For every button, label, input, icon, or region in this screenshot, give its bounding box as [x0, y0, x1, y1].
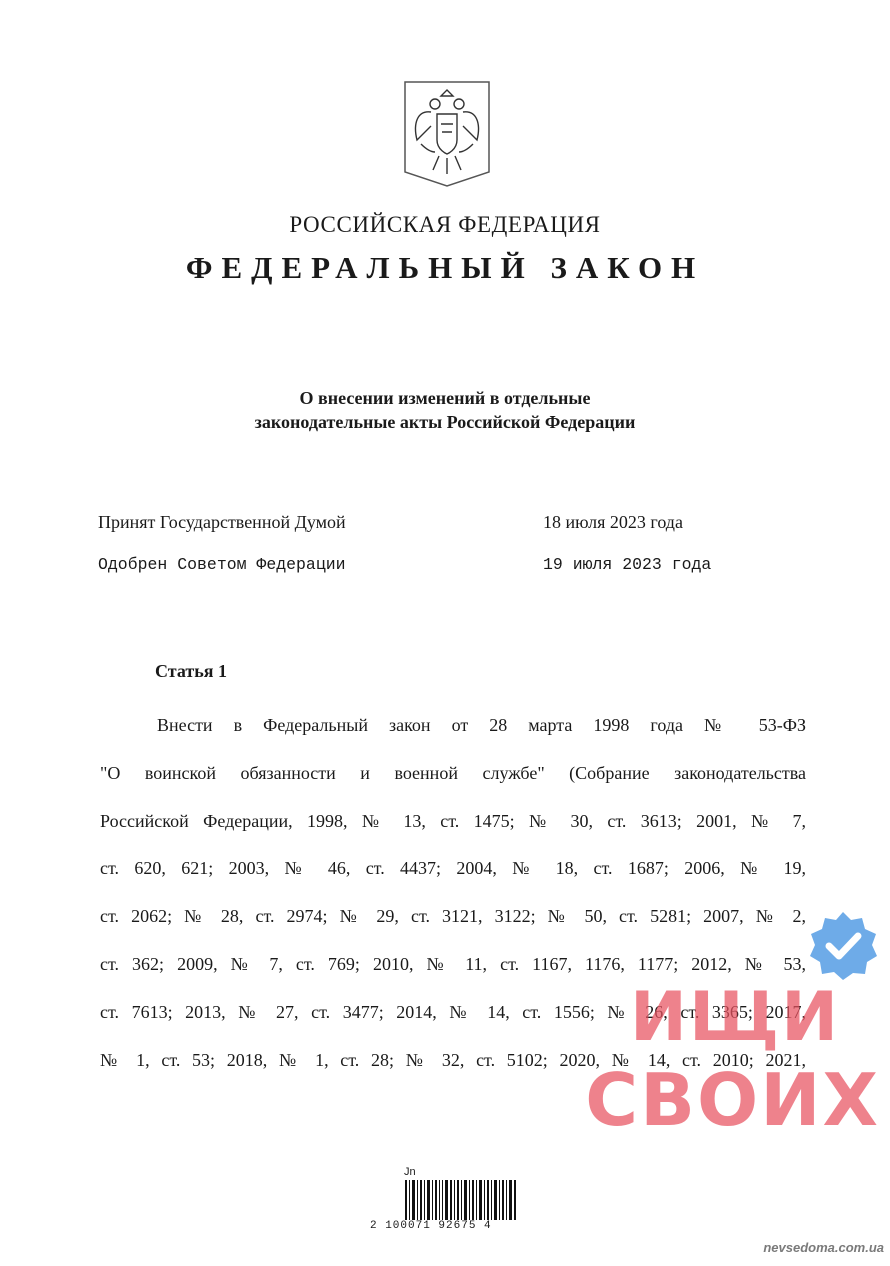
watermark-line: СВОИХ: [585, 1058, 880, 1142]
watermark: [585, 900, 880, 1150]
verified-check-icon: [805, 908, 881, 984]
article-line: ст. 362; 2009, № 7, ст. 769; 2010, № 11, ст. 1167, 1176, 1177; 2012, № 53,: [100, 953, 806, 974]
article-line: № 1, ст. 53; 2018, № 1, ст. 28; № 32, ст. 5102; 2020, № 14, ст. 2010; 2021,: [100, 1049, 806, 1070]
coat-of-arms-emblem: [401, 80, 493, 188]
adoption-duma-row: [98, 512, 798, 533]
adoption-date: 18 июля 2023 года: [543, 512, 683, 532]
article-line: "О воинской обязанности и военной службе" (Собрание законодательства: [100, 762, 806, 783]
barcode: [405, 1180, 517, 1220]
article-line: ст. 2062; № 28, ст. 2974; № 29, ст. 3121, 3122; № 50, ст. 5281; 2007, № 2,: [100, 906, 806, 927]
article-line: ст. 7613; 2013, № 27, ст. 3477; 2014, № 14, ст. 1556; № 26, ст. 3365; 2017,: [100, 1001, 806, 1022]
law-title-line: законодательные акты Российской Федерации: [254, 412, 636, 432]
site-watermark: nevsedoma.com.ua: [763, 1240, 884, 1255]
barcode-number: 2 100071 92675 4: [370, 1220, 492, 1232]
article-line: Внести в Федеральный закон от 28 марта 1998 года № 53-ФЗ: [157, 715, 806, 735]
article-line: Российской Федерации, 1998, № 13, ст. 1475; № 30, ст. 3613; 2001, № 7,: [100, 810, 806, 831]
article-line: ст. 620, 621; 2003, № 46, ст. 4437; 2004, № 18, ст. 1687; 2006, № 19,: [100, 858, 806, 879]
law-title: [0, 386, 890, 434]
adoption-label: Одобрен Советом Федерации: [98, 555, 346, 574]
adoption-date: 19 июля 2023 года: [543, 555, 712, 574]
barcode-mark: Jn: [404, 1166, 416, 1178]
law-title-line: О внесении изменений в отдельные: [299, 388, 591, 408]
adoption-label: Принят Государственной Думой: [98, 512, 346, 532]
adoption-council-row: [98, 555, 798, 574]
watermark-line: ИЩИ: [630, 978, 840, 1057]
article-heading: Статья 1: [155, 661, 227, 681]
country-name: РОССИЙСКАЯ ФЕДЕРАЦИЯ: [289, 212, 601, 237]
law-type: ФЕДЕРАЛЬНЫЙ ЗАКОН: [185, 250, 705, 285]
